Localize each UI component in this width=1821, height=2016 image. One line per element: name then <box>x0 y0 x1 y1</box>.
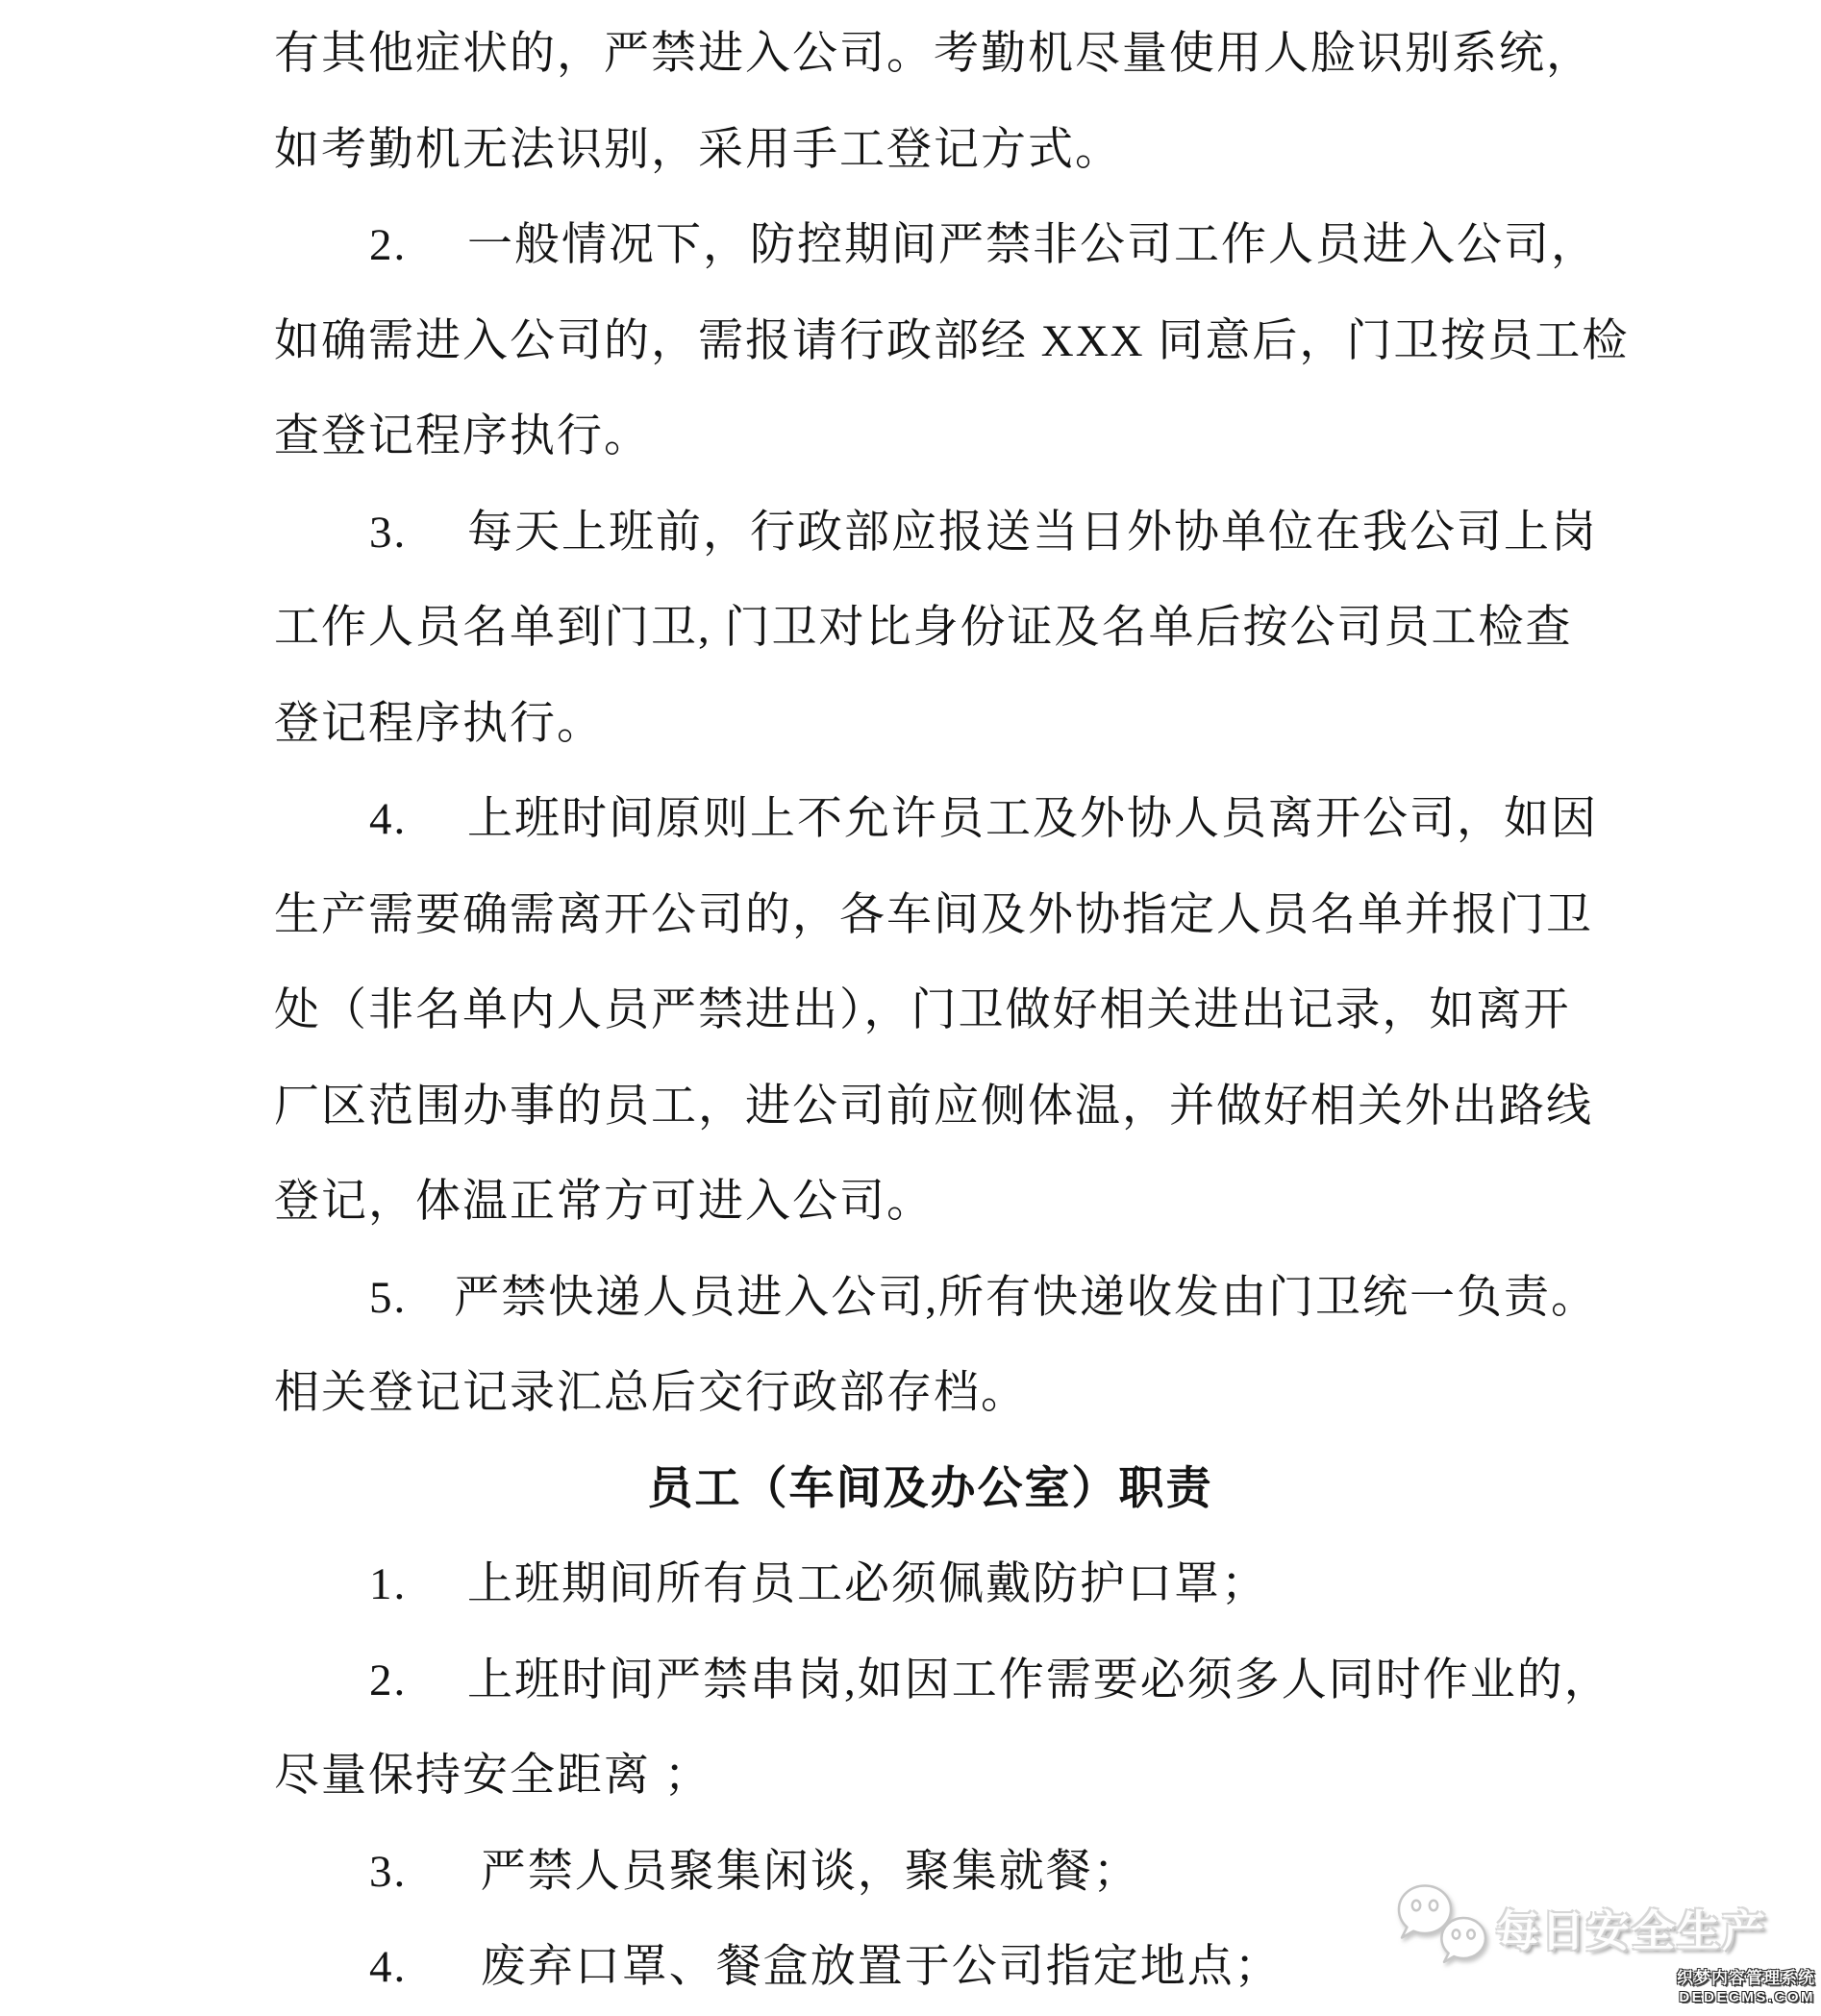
document-line-item-3b: 3. 严禁人员聚集闲谈，聚集就餐； <box>369 1846 1140 1897</box>
document-line: 生产需要确需离开公司的，各车间及外协指定人员名单并报门卫 <box>274 889 1593 940</box>
document-line: 尽量保持安全距离 ； <box>274 1751 711 1801</box>
section-heading: 员工（车间及办公室）职责 <box>647 1463 1213 1514</box>
document-line: 处（非名单内人员严禁进出），门卫做好相关进出记录，如离开 <box>274 985 1571 1035</box>
document-body <box>274 7 1630 2016</box>
document-line-item-3: 3. 每天上班前，行政部应报送当日外协单位在我公司上岗 <box>369 507 1598 558</box>
dedecms-watermark <box>1677 1970 1815 2005</box>
brand-watermark <box>1394 1882 1767 1971</box>
document-line-item-5: 5. 严禁快递人员进入公司,所有快递收发由门卫统一负责。 <box>369 1272 1598 1323</box>
cms-system-name: 织梦内容管理系统 <box>1677 1968 1815 1987</box>
document-line: 相关登记记录汇总后交行政部存档。 <box>274 1368 1028 1418</box>
document-line-item-2: 2. 一般情况下，防控期间严禁非公司工作人员进入公司， <box>369 220 1598 270</box>
document-line: 登记程序执行。 <box>274 698 604 749</box>
document-line: 有其他症状的，严禁进入公司。考勤机尽量使用人脸识别系统， <box>274 29 1593 79</box>
document-line-item-4b: 4. 废弃口罩、餐盒放置于公司指定地点； <box>369 1942 1282 1992</box>
document-line: 厂区范围办事的员工，进公司前应侧体温，并做好相关外出路线 <box>274 1081 1593 1132</box>
document-line: 如确需进入公司的，需报请行政部经 XXX 同意后，门卫按员工检 <box>274 315 1630 366</box>
watermark-brand-text: 每日安全生产 <box>1496 1906 1768 1955</box>
document-line: 登记，体温正常方可进入公司。 <box>274 1177 934 1227</box>
document-line-item-1: 1. 上班期间所有员工必须佩戴防护口罩； <box>369 1559 1268 1609</box>
document-line: 如考勤机无法识别，采用手工登记方式。 <box>274 124 1122 175</box>
document-line-item-4: 4. 上班时间原则上不允许员工及外协人员离开公司，如因 <box>369 794 1598 844</box>
document-line: 工作人员名单到门卫, 门卫对比身份证及名单后按公司员工检查 <box>274 603 1573 653</box>
document-line: 查登记程序执行。 <box>274 411 651 461</box>
cms-domain: DEDECMS.COM <box>1679 1988 1815 2005</box>
wechat-icon <box>1394 1884 1490 1969</box>
document-line-item-2b: 2. 上班时间严禁串岗,如因工作需要必须多人同时作业的， <box>369 1655 1611 1705</box>
